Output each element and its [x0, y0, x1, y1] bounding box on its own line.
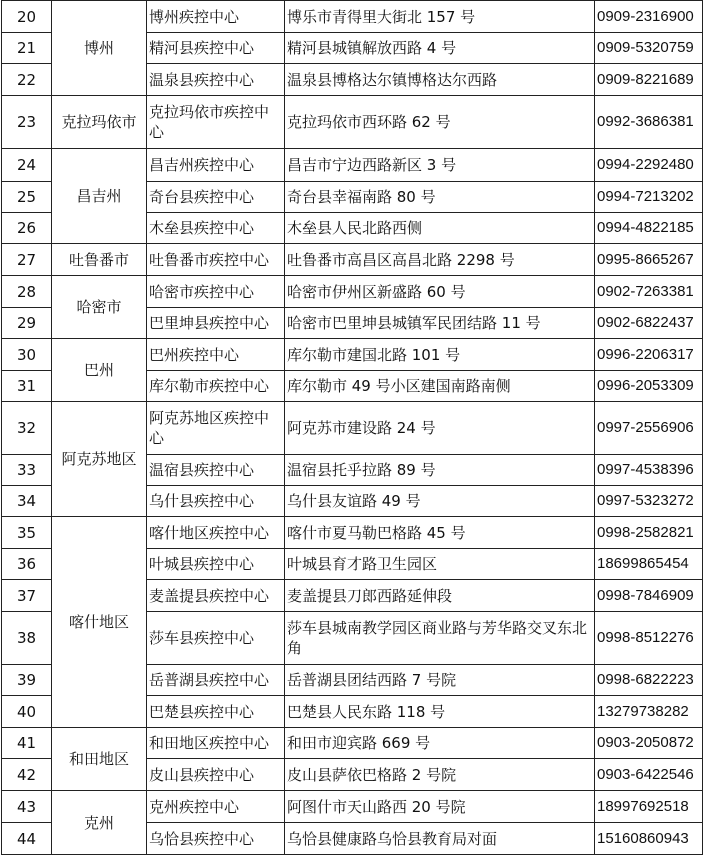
center-address: 木垒县人民北路西侧: [285, 213, 595, 244]
center-name: 阿克苏地区疾控中心: [147, 402, 285, 455]
table-row: [2, 791, 703, 823]
row-number: 42: [2, 759, 52, 791]
center-address: 库尔勒市 49 号小区建国南路南侧: [285, 371, 595, 402]
center-phone: 0994-4822185: [595, 213, 703, 244]
center-phone: 0909-2316900: [595, 1, 703, 33]
center-name: 皮山县疾控中心: [147, 759, 285, 791]
center-phone: 0996-2053309: [595, 371, 703, 402]
region-cell: 哈密市: [52, 276, 147, 339]
center-address: 莎车县城南教学园区商业路与芳华路交叉东北角: [285, 612, 595, 665]
center-address: 乌什县友谊路 49 号: [285, 486, 595, 517]
center-name: 巴州疾控中心: [147, 339, 285, 371]
row-number: 22: [2, 64, 52, 96]
center-phone: 0996-2206317: [595, 339, 703, 371]
center-phone: 13279738282: [595, 696, 703, 728]
center-name: 巴楚县疾控中心: [147, 696, 285, 728]
center-phone: 0902-7263381: [595, 276, 703, 308]
center-address: 吐鲁番市高昌区高昌北路 2298 号: [285, 244, 595, 276]
center-phone: 0997-4538396: [595, 455, 703, 486]
center-phone: 0995-8665267: [595, 244, 703, 276]
center-phone: 0994-2292480: [595, 149, 703, 182]
center-phone: 0998-8512276: [595, 612, 703, 665]
center-address: 温泉县博格达尔镇博格达尔西路: [285, 64, 595, 96]
row-number: 23: [2, 96, 52, 149]
table-row: [2, 1, 703, 33]
center-name: 温泉县疾控中心: [147, 64, 285, 96]
center-phone: 0998-7846909: [595, 580, 703, 612]
center-phone: 0903-2050872: [595, 728, 703, 759]
row-number: 33: [2, 455, 52, 486]
table-row: [2, 517, 703, 549]
center-address: 奇台县幸福南路 80 号: [285, 182, 595, 213]
center-phone: 18997692518: [595, 791, 703, 823]
center-address: 温宿县托乎拉路 89 号: [285, 455, 595, 486]
center-name: 精河县疾控中心: [147, 33, 285, 64]
center-name: 乌恰县疾控中心: [147, 823, 285, 855]
center-address: 巴楚县人民东路 118 号: [285, 696, 595, 728]
center-name: 昌吉州疾控中心: [147, 149, 285, 182]
center-phone: 18699865454: [595, 549, 703, 580]
center-address: 岳普湖县团结西路 7 号院: [285, 665, 595, 696]
center-name: 博州疾控中心: [147, 1, 285, 33]
center-address: 和田市迎宾路 669 号: [285, 728, 595, 759]
center-address: 皮山县萨依巴格路 2 号院: [285, 759, 595, 791]
center-phone: 0909-5320759: [595, 33, 703, 64]
row-number: 37: [2, 580, 52, 612]
center-name: 库尔勒市疾控中心: [147, 371, 285, 402]
center-name: 莎车县疾控中心: [147, 612, 285, 665]
center-address: 叶城县育才路卫生园区: [285, 549, 595, 580]
region-cell: 阿克苏地区: [52, 402, 147, 517]
row-number: 38: [2, 612, 52, 665]
row-number: 28: [2, 276, 52, 308]
row-number: 41: [2, 728, 52, 759]
center-address: 昌吉市宁边西路新区 3 号: [285, 149, 595, 182]
center-name: 岳普湖县疾控中心: [147, 665, 285, 696]
center-address: 库尔勒市建国北路 101 号: [285, 339, 595, 371]
table-row: [2, 276, 703, 308]
table-row: [2, 402, 703, 455]
region-cell: 博州: [52, 1, 147, 96]
row-number: 29: [2, 308, 52, 339]
center-address: 阿克苏市建设路 24 号: [285, 402, 595, 455]
region-cell: 巴州: [52, 339, 147, 402]
center-address: 乌恰县健康路乌恰县教育局对面: [285, 823, 595, 855]
row-number: 25: [2, 182, 52, 213]
center-phone: 0997-5323272: [595, 486, 703, 517]
center-name: 奇台县疾控中心: [147, 182, 285, 213]
center-address: 喀什市夏马勒巴格路 45 号: [285, 517, 595, 549]
table-row: [2, 339, 703, 371]
center-phone: 0903-6422546: [595, 759, 703, 791]
center-name: 温宿县疾控中心: [147, 455, 285, 486]
center-name: 哈密市疾控中心: [147, 276, 285, 308]
row-number: 24: [2, 149, 52, 182]
cdc-contact-table: [1, 0, 703, 855]
center-address: 克拉玛依市西环路 62 号: [285, 96, 595, 149]
region-cell: 克拉玛依市: [52, 96, 147, 149]
row-number: 21: [2, 33, 52, 64]
center-address: 阿图什市天山路西 20 号院: [285, 791, 595, 823]
table-row: [2, 149, 703, 182]
center-phone: 0992-3686381: [595, 96, 703, 149]
row-number: 44: [2, 823, 52, 855]
table-row: [2, 96, 703, 149]
center-address: 精河县城镇解放西路 4 号: [285, 33, 595, 64]
region-cell: 吐鲁番市: [52, 244, 147, 276]
center-name: 巴里坤县疾控中心: [147, 308, 285, 339]
row-number: 43: [2, 791, 52, 823]
row-number: 27: [2, 244, 52, 276]
region-cell: 和田地区: [52, 728, 147, 791]
row-number: 31: [2, 371, 52, 402]
row-number: 20: [2, 1, 52, 33]
center-name: 吐鲁番市疾控中心: [147, 244, 285, 276]
row-number: 32: [2, 402, 52, 455]
region-cell: 昌吉州: [52, 149, 147, 244]
center-name: 和田地区疾控中心: [147, 728, 285, 759]
center-name: 麦盖提县疾控中心: [147, 580, 285, 612]
center-name: 喀什地区疾控中心: [147, 517, 285, 549]
center-name: 克拉玛依市疾控中心: [147, 96, 285, 149]
center-phone: 0909-8221689: [595, 64, 703, 96]
row-number: 40: [2, 696, 52, 728]
center-phone: 15160860943: [595, 823, 703, 855]
center-name: 克州疾控中心: [147, 791, 285, 823]
center-phone: 0902-6822437: [595, 308, 703, 339]
region-cell: 克州: [52, 791, 147, 855]
row-number: 34: [2, 486, 52, 517]
row-number: 36: [2, 549, 52, 580]
center-address: 博乐市青得里大街北 157 号: [285, 1, 595, 33]
row-number: 39: [2, 665, 52, 696]
center-phone: 0994-7213202: [595, 182, 703, 213]
row-number: 30: [2, 339, 52, 371]
row-number: 26: [2, 213, 52, 244]
center-name: 乌什县疾控中心: [147, 486, 285, 517]
table-row: [2, 728, 703, 759]
center-phone: 0998-2582821: [595, 517, 703, 549]
center-address: 哈密市伊州区新盛路 60 号: [285, 276, 595, 308]
center-name: 叶城县疾控中心: [147, 549, 285, 580]
center-name: 木垒县疾控中心: [147, 213, 285, 244]
row-number: 35: [2, 517, 52, 549]
center-phone: 0998-6822223: [595, 665, 703, 696]
center-address: 哈密市巴里坤县城镇军民团结路 11 号: [285, 308, 595, 339]
center-phone: 0997-2556906: [595, 402, 703, 455]
table-row: [2, 244, 703, 276]
region-cell: 喀什地区: [52, 517, 147, 728]
center-address: 麦盖提县刀郎西路延伸段: [285, 580, 595, 612]
